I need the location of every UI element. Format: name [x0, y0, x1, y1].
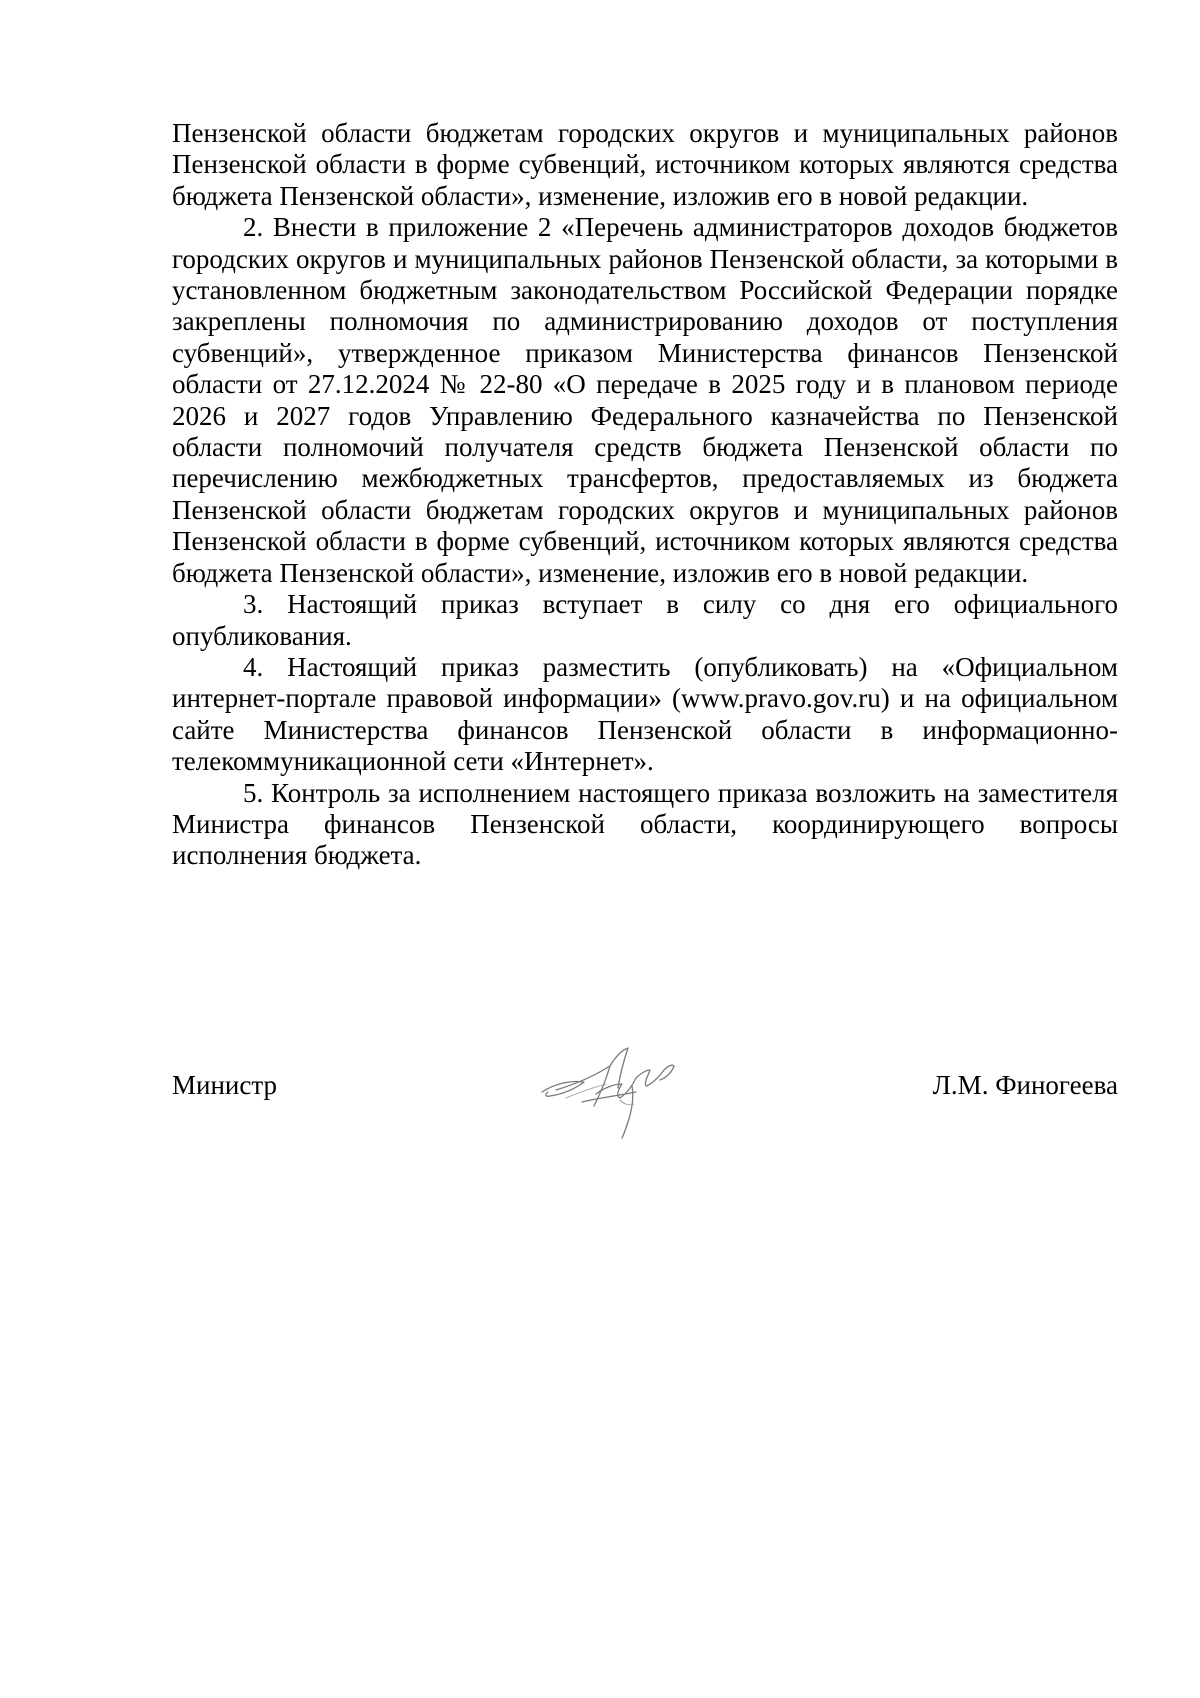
paragraph-item-3: 3. Настоящий приказ вступает в силу со дня его официального опубликования. [172, 589, 1118, 651]
paragraph-item-4: 4. Настоящий приказ разместить (опубликовать) на «Официальном интернет-портале правовой информации» (www.pravo.gov.ru) и на официальном сайте Министерства финансов Пензенской области в информационно-телекоммуникационной сети «Интернет». [172, 651, 1118, 777]
handwritten-signature [536, 1040, 686, 1150]
signatory-name: Л.М. Финогеева [932, 1070, 1118, 1100]
paragraph-item-5: 5. Контроль за исполнением настоящего приказа возложить на заместителя Министра финансов Пензенской области, координирующего вопросы исполнения бюджета. [172, 777, 1118, 871]
signature-block [172, 1058, 1118, 1148]
paragraph-item-2: 2. Внести в приложение 2 «Перечень администраторов доходов бюджетов городских округов и муниципальных районов Пензенской области, за которыми в установленном бюджетным законодательством Российской Федерации порядке закреплены полномочия по администрированию доходов от поступления субвенций», утвержденное приказом Министерства финансов Пензенской области от 27.12.2024 № 22-80 «О передаче в 2025 году и в плановом периоде 2026 и 2027 годов Управлению Федерального казначейства по Пензенской области полномочий получателя средств бюджета Пензенской области по перечислению межбюджетных трансфертов, предоставляемых из бюджета Пензенской области бюджетам городских округов и муниципальных районов Пензенской области в форме субвенций, источником которых являются средства бюджета Пензенской области», изменение, изложив его в новой редакции. [172, 212, 1118, 588]
signatory-title: Министр [172, 1070, 277, 1100]
paragraph-continuation: Пензенской области бюджетам городских округов и муниципальных районов Пензенской области в форме субвенций, источником которых являются средства бюджета Пензенской области», изменение, изложив его в новой редакции. [172, 118, 1118, 211]
document-body [172, 118, 1118, 872]
